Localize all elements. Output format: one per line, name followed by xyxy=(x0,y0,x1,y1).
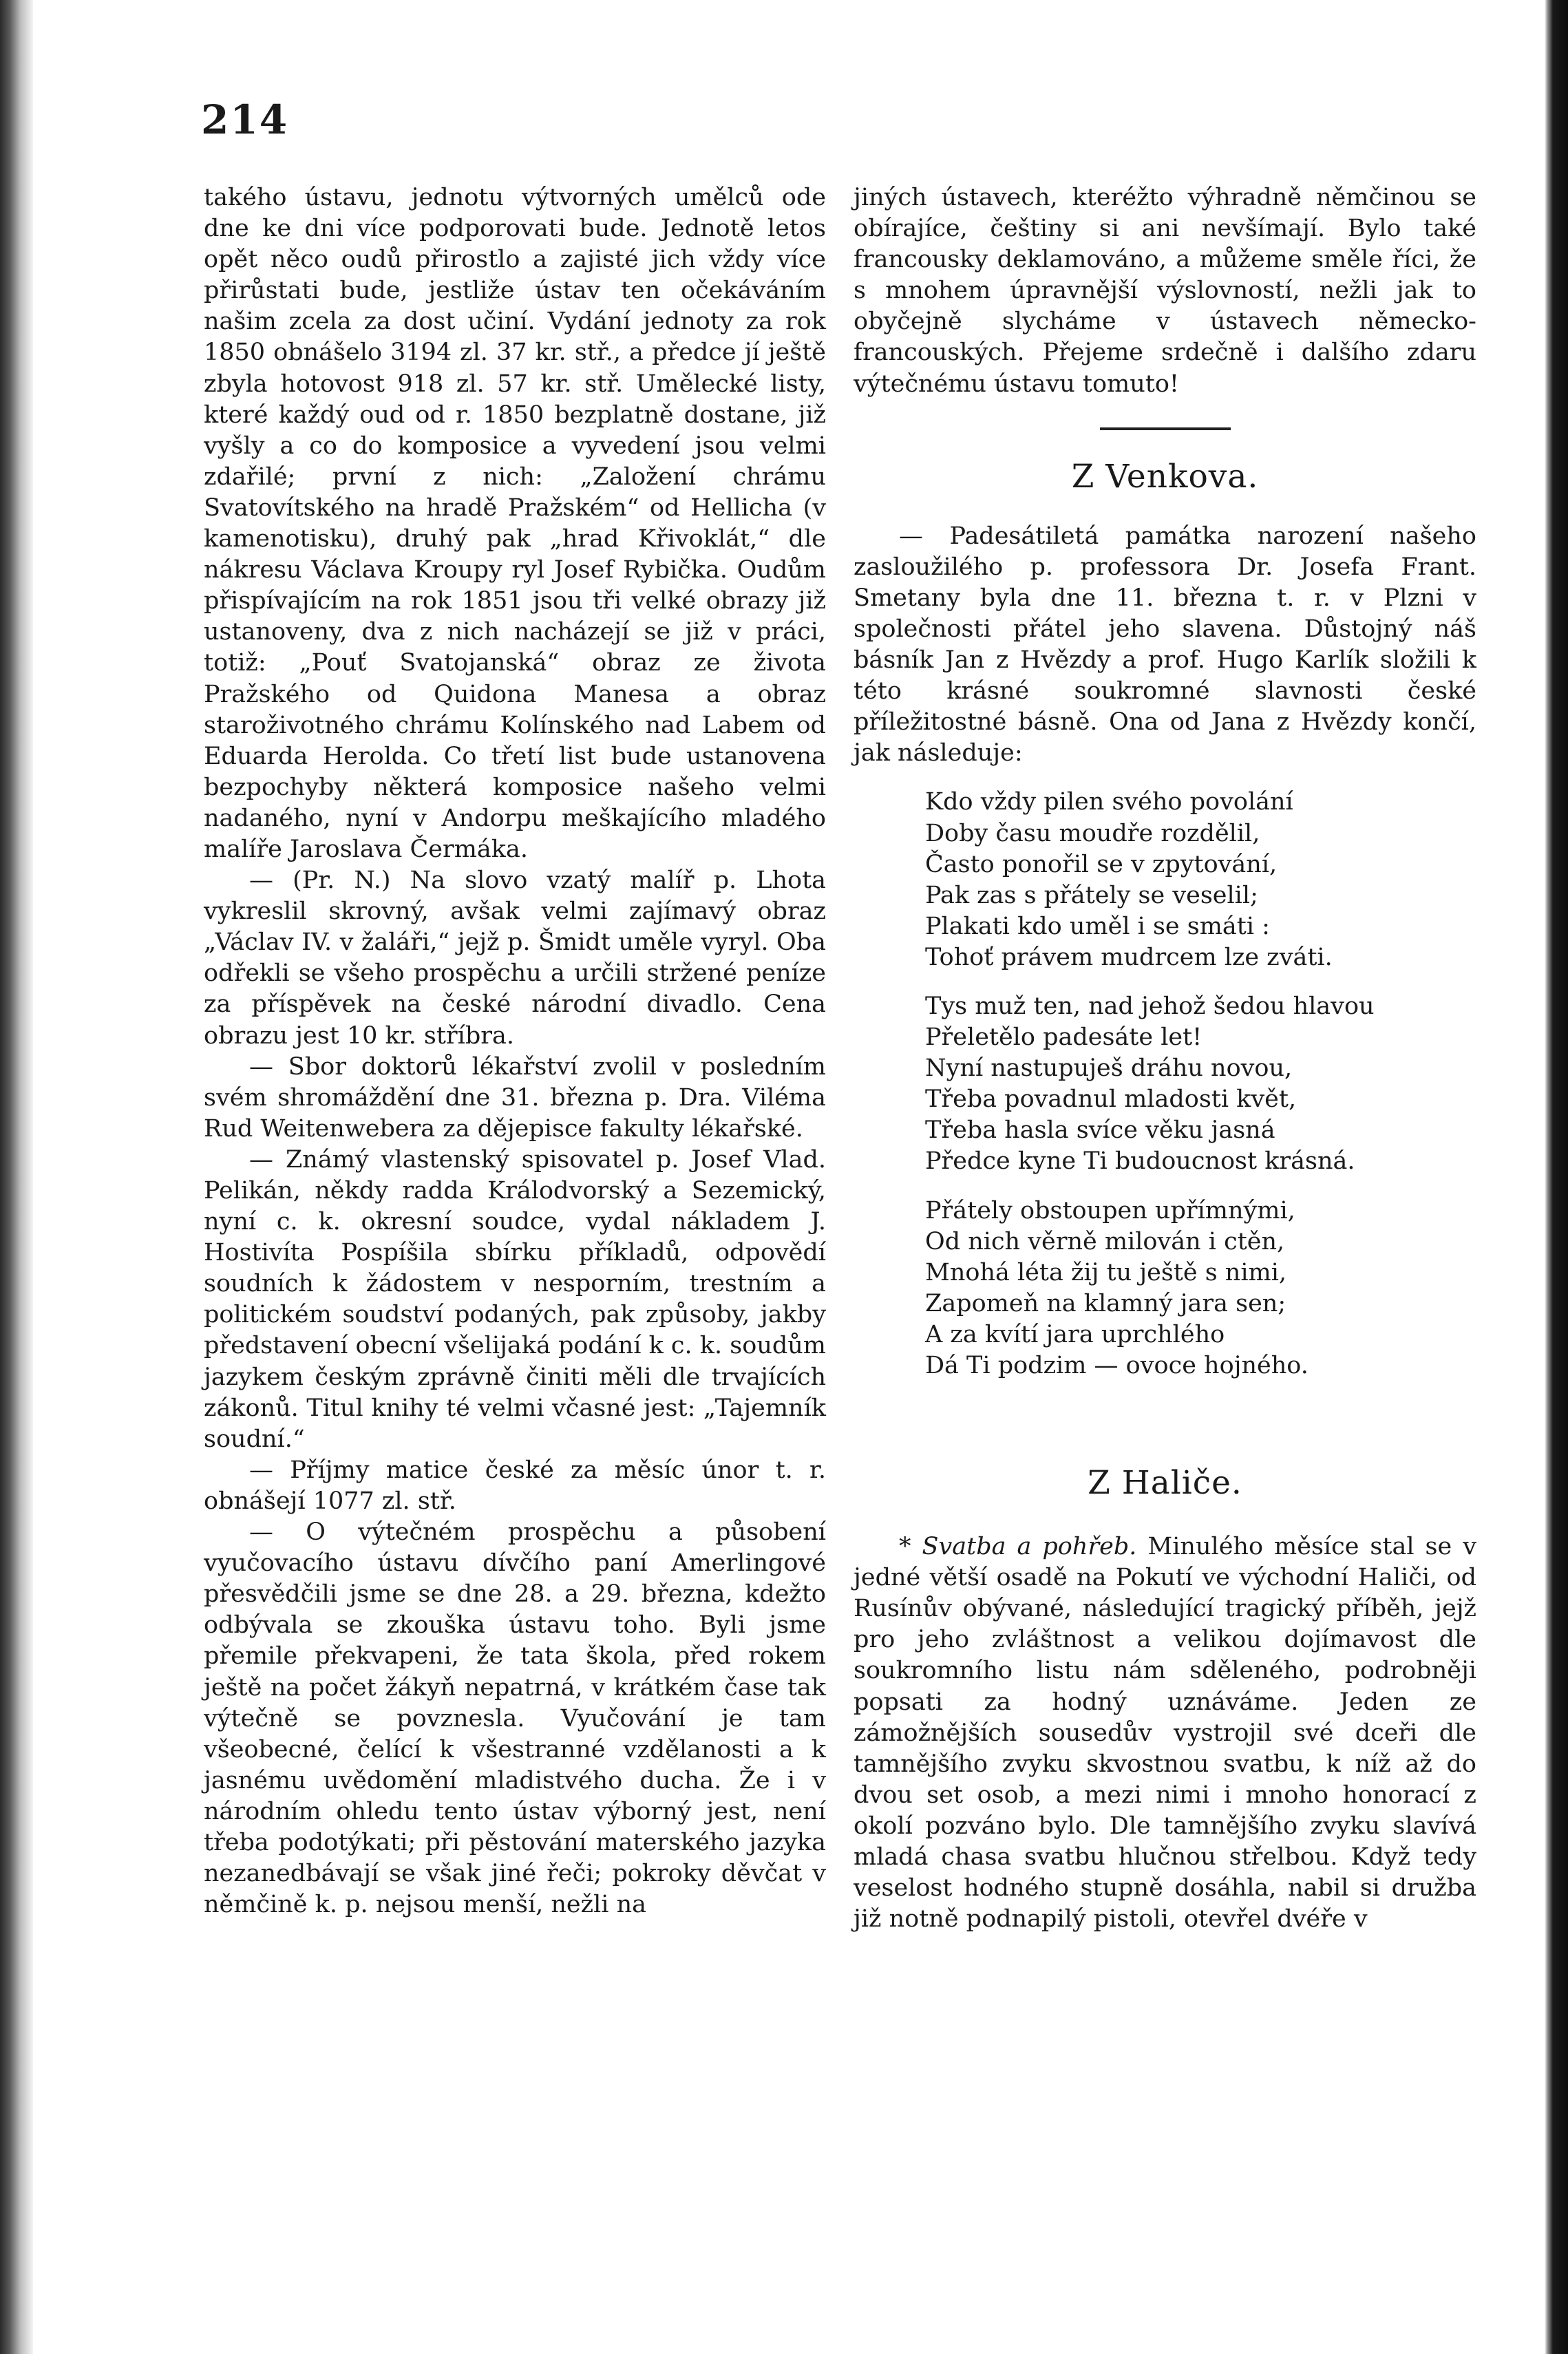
left-column xyxy=(204,182,826,1920)
poem-line: Třeba hasla svíce věku jasná xyxy=(925,1116,1275,1145)
poem-line: Tys muž ten, nad jehož šedou hlavou xyxy=(925,992,1375,1020)
poem-line: Dá Ti podzim — ovoce hojného. xyxy=(925,1352,1309,1379)
right-column xyxy=(854,182,1476,1935)
news-item-girls-school: — O výtečném prospěchu a působení vyučovacího ústavu dívčího paní Amerlingové přesvědčili jsme se dne 28. a 29. března, kdežto odbývala se zkouška ústavu toho. Byli jsme přemile překvapeni, že tata škola, před rokem ještě na počet žákyň nepatrná, v krátkém čase tak výtečně se povznesla. Vyučování je tam všeobecné, čelící k všestranné vzdělanosti a k jasnému uvědomění mladistvého ducha. Že i v národním ohledu tento ústav výborný jest, není třeba podotýkati; při pěstování materského jazyka nezanedbávají se však jiné řeči; pokroky děvčat v němčině k. p. nejsou menší, nežli na xyxy=(204,1518,826,1919)
poem-line: Třeba povadnul mladosti květ, xyxy=(925,1085,1297,1114)
section-heading-halic: Z Haliče. xyxy=(1088,1464,1242,1503)
article-art-union-text: takého ústavu, jednotu výtvorných umělců ode dne ke dni více podporovati bude. Jednotě letos opět něco oudů přirostlo a zajisté jich vždy více přirůstati bude, jestliže ústav ten očekáváním našim zcela za dost učiní. Vydání jednoty za rok 1850 obnášelo 3194 zl. 37 kr. stř., a předce jí ještě zbyla hotovost 918 zl. 57 kr. stř. Umělecké listy, které každý oud od r. 1850 bezplatně dostane, již vyšly a co do komposice a vyvedení jsou velmi zdařilé; první z nich: „Založení chrámu Svatovítského na hradě Pražském“ od Hellicha (v kamenotisku), druhý pak „hrad Křivoklát,“ dle nákresu Václava Kroupy ryl Josef Rybička. Oudům přispívajícím na rok 1851 jsou tři velké obrazy již ustanoveny, dva z nich nacházejí se již v práci, totiž: „Pouť Svatojanská“ obraz ze života Pražského od Quidona Manesa a obraz staroživotného chrámu Kolínského nad Labem od Eduarda Herolda. Co třetí list bude ustanovena bezpochyby některá komposice našeho velmi nadaného, nyní v Andorpu meškajícího mladého malíře Jaroslava Čermáka. xyxy=(204,184,826,863)
poem xyxy=(925,787,1476,1381)
poem-line: Zapomeň na klamný jara sen; xyxy=(925,1289,1286,1317)
poem-line: A za kvítí jara uprchlého xyxy=(925,1320,1225,1348)
news-item-matice-income: — Příjmy matice české za měsíc únor t. r. obnášejí 1077 zl. stř. xyxy=(204,1456,826,1515)
poem-line: Pak zas s přátely se veselil; xyxy=(925,881,1258,909)
poem-line: Nyní nastupuješ dráhu novou, xyxy=(925,1054,1293,1083)
poem-stanza-1 xyxy=(925,787,1476,973)
poem-line: Tohoť právem mudrcem lze zváti. xyxy=(925,943,1333,971)
poem-line: Plakati kdo uměl i se smáti : xyxy=(925,912,1270,940)
article-lead-title: * Svatba a pohřeb. xyxy=(899,1533,1137,1561)
poem-stanza-3 xyxy=(925,1196,1476,1382)
news-item-wedding-funeral xyxy=(854,1531,1476,1935)
news-item-pelikan-book: — Známý vlastenský spisovatel p. Josef Vlad. Pelikán, někdy radda Králodvorský a Sezemický, nyní c. k. okresní soudce, vydal nákladem J. Hostivíta Pospíšila sbírku příkladů, odpovědí soudních k žádostem v nesporním, trestním a politickém soudství podaných, pak způsoby, jakby představení obecní všelijaká podání k c. k. soudům jazykem českým zprávně činiti měli dle trvajících zákonů. Titul knihy té velmi včasné jest: „Tajemník soudní.“ xyxy=(204,1145,826,1453)
poem-line: Mnohá léta žij tu ještě s nimi, xyxy=(925,1258,1287,1286)
poem-line: Přeletělo padesáte let! xyxy=(925,1024,1203,1052)
news-item-doctors-college: — Sbor doktorů lékařství zvolil v posledním svém shromáždění dne 31. března p. Dra. Viléma Rud Weitenwebera za dějepisce fakulty lékařské. xyxy=(204,1052,826,1143)
page-number: 214 xyxy=(201,96,289,143)
poem-line: Kdo vždy pilen svého povolání xyxy=(925,788,1293,816)
poem-line: Od nich věrně milován i ctěn, xyxy=(925,1227,1285,1255)
poem-stanza-2 xyxy=(925,991,1476,1178)
page-binding-shadow-left xyxy=(0,0,33,2354)
poem-line: Předce kyne Ti budoucnost krásná. xyxy=(925,1147,1355,1176)
girls-school-continuation: jiných ústavech, kteréžto výhradně němčinou se obírajíce, češtiny si ani nevšímají. Bylo také francousky deklamováno, a můžeme směle říci, že s mnohem úpravnější výslovností, nežli jak to obyčejně slycháme v ústavech německo-francouských. Přejeme srdečně i dalšího zdaru výtečnému ústavu tomuto! xyxy=(854,184,1476,398)
poem-line: Doby času moudře rozdělil, xyxy=(925,819,1260,847)
news-item-lhota-painting: — (Pr. N.) Na slovo vzatý malíř p. Lhota vykreslil skrovný, avšak velmi zajímavý obraz „Václav IV. v žaláři,“ jejž p. Šmidt uměle vyryl. Oba odřekli se všeho prospěchu a určili stržené peníze za příspěvek na české národní divadlo. Cena obrazu jest 10 kr. stříbra. xyxy=(204,867,826,1050)
page-binding-shadow-right xyxy=(1545,0,1568,2354)
article-body: Minulého měsíce stal se v jedné větší osadě na Pokutí ve východní Haliči, od Rusínův obývané, následující tragický příběh, jejž pro jeho zvláštnost a velikou dojímavost dle soukromního listu nám sděleného, podrobněji popsati za hodný uznáváme. Jeden ze zámožnějších sousedův vystrojil své dceři dle tamnějšího zvyku skvostnou svatbu, k níž až do dvou set osob, a mezi nimi i mnoho honorací z okolí pozváno bylo. Dle tamnějšího zvyku slavívá mladá chasa svatbu hlučnou střelbou. Když tedy veselost hodného stupně dosáhla, nabil si družba již notně podnapilý pistoli, otevřel dvéře v xyxy=(854,1533,1476,1933)
section-divider xyxy=(1100,427,1231,430)
news-item-smetana-jubilee: — Padesátiletá památka narození našeho zasloužilého p. professora Dr. Josefa Frant. Smetany byla dne 11. března t. r. v Plzni v společnosti přátel jeho slavena. Důstojný náš básník Jan z Hvězdy a prof. Hugo Karlík složili k této krásné soukromné slavnosti české příležitostné básně. Ona od Jana z Hvězdy končí, jak následuje: xyxy=(854,522,1476,767)
section-heading-venkov: Z Venkova. xyxy=(1071,457,1259,496)
poem-line: Často ponořil se v zpytování, xyxy=(925,850,1278,878)
poem-line: Přátely obstoupen upřímnými, xyxy=(925,1196,1295,1224)
